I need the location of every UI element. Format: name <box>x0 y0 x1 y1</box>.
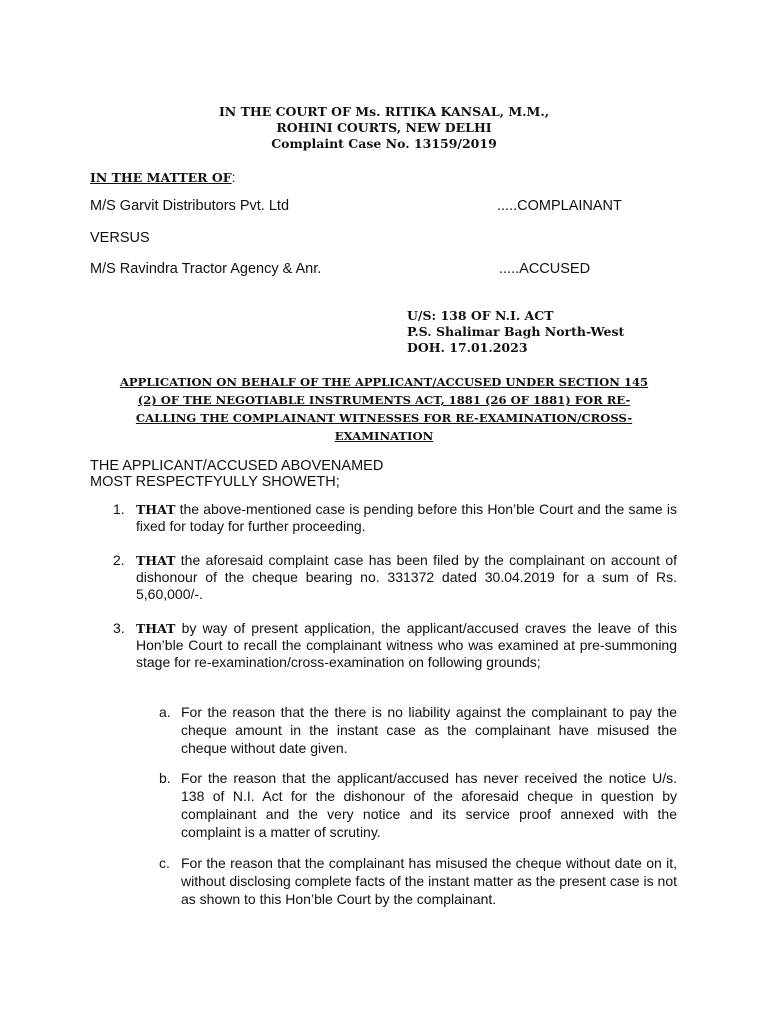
police-station: P.S. Shalimar Bagh North-West <box>407 324 625 339</box>
ground-letter: c. <box>159 855 170 871</box>
matter-label: IN THE MATTER OF <box>90 170 232 185</box>
complainant-role: .....COMPLAINANT <box>497 198 622 214</box>
ground-letter: b. <box>159 770 171 786</box>
versus-label: VERSUS <box>90 230 150 246</box>
ground-letter: a. <box>159 704 171 720</box>
paragraph-lead: THAT <box>136 502 176 517</box>
court-name: IN THE COURT OF Ms. RITIKA KANSAL, M.M., <box>218 104 550 119</box>
intro-block <box>90 458 383 490</box>
court-location: ROHINI COURTS, NEW DELHI <box>276 120 492 135</box>
paragraph-text: the above-mentioned case is pending before this Hon’ble Court and the same is fixed for today for further proceeding. <box>136 501 677 534</box>
date-of-hearing: DOH. 17.01.2023 <box>407 340 528 355</box>
intro-line: THE APPLICANT/ACCUSED ABOVENAMED <box>90 458 384 474</box>
paragraph-number: 1. <box>113 501 125 517</box>
intro-line: MOST RESPECTFYULLY SHOWETH; <box>90 474 340 490</box>
paragraph-number: 2. <box>113 552 125 568</box>
matter-heading <box>90 168 236 187</box>
paragraph-2 <box>136 552 677 603</box>
application-title <box>88 373 680 445</box>
paragraph-1 <box>136 501 677 535</box>
application-title-line: (2) OF THE NEGOTIABLE INSTRUMENTS ACT, 1881 (26 OF 1881) FOR RE- <box>137 393 631 407</box>
paragraph-number: 3. <box>113 620 125 636</box>
accused-name: M/S Ravindra Tractor Agency & Anr. <box>90 261 322 277</box>
application-title-line: EXAMINATION <box>334 429 434 443</box>
paragraph-text: the aforesaid complaint case has been filed by the complainant on account of dishonour of the cheque bearing no. 331372 dated 30.04.2019 for a sum of Rs. 5,60,000/-. <box>136 552 677 602</box>
ground-b: For the reason that the applicant/accused has never received the notice U/s. 138 of N.I. Act for the dishonour of the aforesaid cheque in question by complainant and the very notice and its service proof annexed with the complaint is a matter of scrutiny. <box>181 770 677 840</box>
application-title-line: CALLING THE COMPLAINANT WITNESSES FOR RE-EXAMINATION/CROSS- <box>135 411 633 425</box>
paragraph-3 <box>136 620 677 671</box>
matter-colon: : <box>231 169 236 185</box>
paragraph-text: by way of present application, the applicant/accused craves the leave of this Hon’ble Court to recall the complainant witness who was examined at pre-summoning stage for re-examination/cross-examination on following grounds; <box>136 620 677 670</box>
case-number: Complaint Case No. 13159/2019 <box>271 136 497 151</box>
complainant-name: M/S Garvit Distributors Pvt. Ltd <box>90 198 290 214</box>
paragraph-lead: THAT <box>136 553 176 568</box>
application-title-line: APPLICATION ON BEHALF OF THE APPLICANT/ACCUSED UNDER SECTION 145 <box>119 375 649 389</box>
accused-role: .....ACCUSED <box>499 261 591 277</box>
court-header <box>0 104 768 152</box>
statute-block <box>407 308 624 356</box>
ground-c: For the reason that the complainant has misused the cheque without date on it, without disclosing complete facts of the instant matter as the present case is not as shown to this Hon’ble Court by the complainant. <box>181 855 677 907</box>
ground-a: For the reason that the there is no liability against the complainant to pay the cheque amount in the instant case as the complainant have misused the cheque without date given. <box>181 704 677 756</box>
statute-section: U/S: 138 OF N.I. ACT <box>407 308 554 323</box>
paragraph-lead: THAT <box>136 621 176 636</box>
